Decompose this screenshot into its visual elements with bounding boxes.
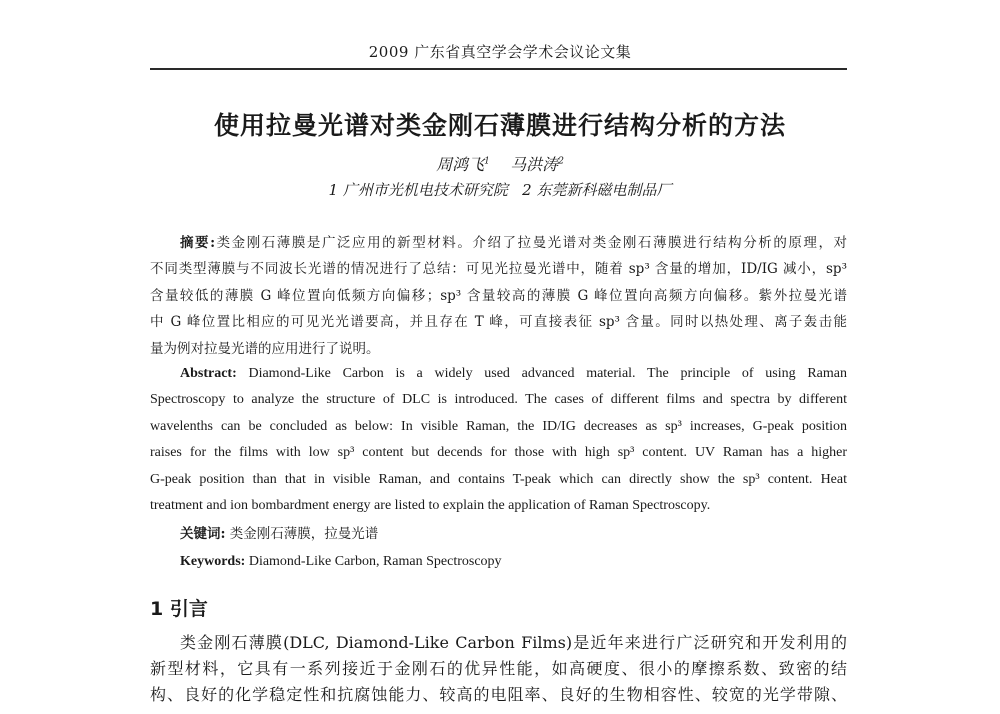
- author-affil-mark: 1: [484, 156, 490, 167]
- abstract-zh-label: 摘要:: [180, 235, 216, 251]
- keywords-en-label: Keywords:: [180, 554, 246, 569]
- abstract-zh: [150, 230, 847, 362]
- body-line: 构、良好的化学稳定性和抗腐蚀能力、较高的电阻率、良好的生物相容性、较宽的光学带隙、: [150, 685, 847, 704]
- abstract-en: [150, 361, 847, 519]
- keywords-zh: [180, 522, 378, 542]
- abstract-en-line: wavelenths can be concluded as below: In visible Raman, the ID/IG decreases as sp³ increases, G-peak position: [150, 418, 847, 434]
- abstract-zh-line: 摘要:类金刚石薄膜是广泛应用的新型材料。介绍了拉曼光谱对类金刚石薄膜进行结构分析的原理，对: [180, 235, 848, 251]
- section-body: [150, 630, 847, 708]
- keywords-en-text: Diamond-Like Carbon, Raman Spectroscopy: [248, 554, 502, 569]
- keywords-zh-label: 关键词:: [180, 526, 226, 542]
- abstract-en-line: treatment and ion bombardment energy are listed to explain the application of Raman Spectroscopy.: [150, 498, 711, 514]
- keywords-en: [180, 554, 502, 570]
- author-affil-mark: 2: [558, 156, 564, 167]
- abstract-en-label: Abstract:: [180, 366, 237, 381]
- body-line: 类金刚石薄膜(DLC, Diamond-Like Carbon Films)是近年来进行广泛研究和开发利用的: [180, 633, 847, 652]
- author-name: 周鸿飞: [436, 155, 485, 174]
- abstract-zh-line: 量为例对拉曼光谱的应用进行了说明。: [150, 340, 380, 357]
- abstract-zh-line: 中 G 峰位置比相应的可见光光谱要高，并且存在 T 峰，可直接表征 sp³ 含量。同时以热处理、离子轰击能: [150, 314, 847, 331]
- author-name: 马洪涛: [510, 155, 559, 174]
- paper-title: 使用拉曼光谱对类金刚石薄膜进行结构分析的方法: [213, 111, 786, 140]
- abstract-en-line: Abstract: Diamond-Like Carbon is a widely used advanced material. The principle of using Raman: [180, 366, 847, 381]
- section-heading: 1 引言: [150, 598, 208, 620]
- running-header: 2009 广东省真空学会学术会议论文集: [368, 43, 632, 61]
- abstract-zh-line: 不同类型薄膜与不同波长光谱的情况进行了总结：可见光拉曼光谱中，随着 sp³ 含量的增加，ID/IG 减小，sp³: [150, 261, 847, 278]
- abstract-en-line: raises for the films with low sp³ content but decends for those with high sp³ content. UV Raman has a higher: [150, 445, 847, 461]
- author-list: [0, 152, 1000, 175]
- affiliations: 1 广州市光机电技术研究院 2 东莞新科磁电制品厂: [328, 181, 672, 199]
- header-rule: [150, 68, 847, 70]
- keywords-zh-text: 类金刚石薄膜，拉曼光谱: [229, 526, 379, 542]
- body-line: 新型材料，它具有一系列接近于金刚石的优异性能，如高硬度、很小的摩擦系数、致密的结: [150, 659, 847, 678]
- abstract-zh-line: 含量较低的薄膜 G 峰位置向低频方向偏移；sp³ 含量较高的薄膜 G 峰位置向高频方向偏移。紫外拉曼光谱: [150, 287, 847, 304]
- abstract-en-line: G-peak position than that in visible Raman, and contains T-peak which can directly show the sp³ content. Heat: [150, 471, 847, 487]
- abstract-en-line: Spectroscopy to analyze the structure of DLC is introduced. The cases of different films and spectra by different: [150, 392, 847, 408]
